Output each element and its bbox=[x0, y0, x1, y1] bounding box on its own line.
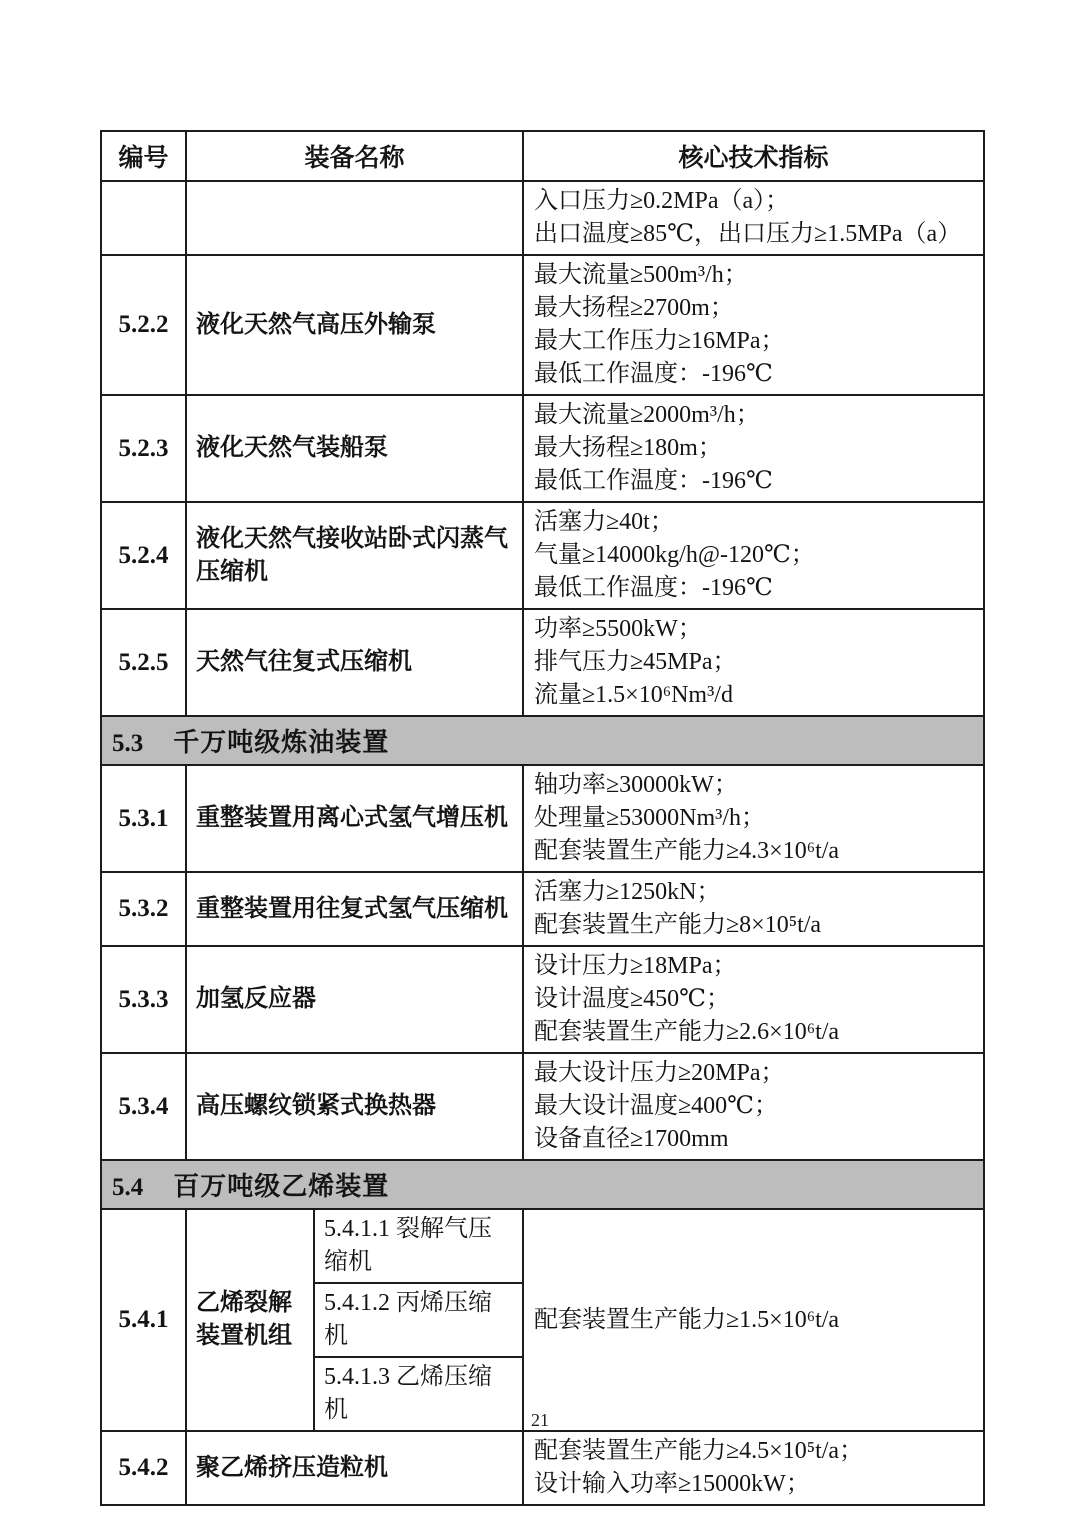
spec-cell bbox=[523, 765, 984, 872]
spec-line: 最低工作温度：-196℃ bbox=[534, 468, 773, 494]
spec-line: 最大流量≥500m³/h； bbox=[534, 262, 748, 288]
header-name: 装备名称 bbox=[186, 131, 523, 181]
spec-line: 轴功率≥30000kW； bbox=[534, 772, 738, 798]
table-row bbox=[101, 1431, 984, 1505]
spec-line: 处理量≥53000Nm³/h； bbox=[534, 805, 766, 831]
spec-line: 排气压力≥45MPa； bbox=[534, 649, 737, 675]
header-id: 编号 bbox=[101, 131, 186, 181]
spec-cell bbox=[523, 609, 984, 716]
spec-line: 活塞力≥1250kN； bbox=[534, 879, 721, 905]
section-header-row bbox=[101, 1160, 984, 1209]
equipment-name-cell: 重整装置用离心式氢气增压机 bbox=[186, 765, 523, 872]
spec-line: 最大扬程≥2700m； bbox=[534, 295, 734, 321]
row-id-cell: 5.3.4 bbox=[101, 1053, 186, 1160]
table-row bbox=[101, 502, 984, 609]
equipment-name-cell: 聚乙烯挤压造粒机 bbox=[186, 1431, 523, 1505]
row-id-cell: 5.3.3 bbox=[101, 946, 186, 1053]
spec-line: 设备直径≥1700mm bbox=[534, 1126, 729, 1152]
equipment-name-cell: 液化天然气装船泵 bbox=[186, 395, 523, 502]
table-row bbox=[101, 872, 984, 946]
table-row bbox=[101, 765, 984, 872]
row-id-cell: 5.2.4 bbox=[101, 502, 186, 609]
section-title: 百万吨级乙烯装置 bbox=[173, 1171, 390, 1201]
spec-line: 最大流量≥2000m³/h； bbox=[534, 402, 760, 428]
table-row-continuation bbox=[101, 181, 984, 255]
equipment-name-cell: 加氢反应器 bbox=[186, 946, 523, 1053]
equipment-name-cell bbox=[186, 181, 523, 255]
spec-line: 设计压力≥18MPa； bbox=[534, 953, 737, 979]
spec-line: 最大工作压力≥16MPa； bbox=[534, 328, 785, 354]
spec-cell bbox=[523, 946, 984, 1053]
equipment-name-cell: 液化天然气接收站卧式闪蒸气压缩机 bbox=[186, 502, 523, 609]
header-spec: 核心技术指标 bbox=[523, 131, 984, 181]
spec-line: 入口压力≥0.2MPa（a）； bbox=[534, 188, 790, 214]
spec-cell bbox=[523, 1209, 984, 1431]
spec-line: 设计输入功率≥15000kW； bbox=[534, 1471, 810, 1497]
sub-equipment-cell: 5.4.1.3 乙烯压缩机 bbox=[314, 1357, 523, 1431]
spec-line: 最大设计压力≥20MPa； bbox=[534, 1060, 785, 1086]
table-header-row bbox=[101, 131, 984, 181]
spec-line: 气量≥14000kg/h@-120℃； bbox=[534, 542, 815, 568]
sub-equipment-cell: 5.4.1.2 丙烯压缩机 bbox=[314, 1283, 523, 1357]
spec-line: 最大设计温度≥400℃； bbox=[534, 1093, 779, 1119]
section-number: 5.3 bbox=[112, 730, 144, 757]
table-row bbox=[101, 255, 984, 395]
equipment-name-cell: 高压螺纹锁紧式换热器 bbox=[186, 1053, 523, 1160]
table-row bbox=[101, 609, 984, 716]
row-id-cell bbox=[101, 181, 186, 255]
section-number: 5.4 bbox=[112, 1174, 144, 1201]
spec-line: 最大扬程≥180m； bbox=[534, 435, 722, 461]
section-header-cell bbox=[101, 716, 984, 765]
row-id-cell: 5.2.2 bbox=[101, 255, 186, 395]
equipment-name-cell: 天然气往复式压缩机 bbox=[186, 609, 523, 716]
spec-line: 设计温度≥450℃； bbox=[534, 986, 731, 1012]
equipment-name-cell: 重整装置用往复式氢气压缩机 bbox=[186, 872, 523, 946]
row-id-cell: 5.4.2 bbox=[101, 1431, 186, 1505]
spec-line: 出口温度≥85℃，出口压力≥1.5MPa（a） bbox=[534, 221, 962, 247]
spec-line: 配套装置生产能力≥1.5×10⁶t/a bbox=[534, 1306, 840, 1333]
section-header-row bbox=[101, 716, 984, 765]
equipment-spec-table bbox=[100, 130, 985, 1506]
row-id-cell: 5.3.2 bbox=[101, 872, 186, 946]
section-header-cell bbox=[101, 1160, 984, 1209]
spec-cell bbox=[523, 255, 984, 395]
table-row-group bbox=[101, 1209, 984, 1283]
table-row bbox=[101, 395, 984, 502]
spec-line: 最低工作温度：-196℃ bbox=[534, 575, 773, 601]
row-id-cell: 5.4.1 bbox=[101, 1209, 186, 1431]
spec-cell bbox=[523, 395, 984, 502]
row-id-cell: 5.2.3 bbox=[101, 395, 186, 502]
spec-line: 流量≥1.5×10⁶Nm³/d bbox=[534, 682, 733, 708]
spec-cell bbox=[523, 502, 984, 609]
equipment-name-cell: 乙烯裂解装置机组 bbox=[186, 1209, 314, 1431]
sub-equipment-cell: 5.4.1.1 裂解气压缩机 bbox=[314, 1209, 523, 1283]
row-id-cell: 5.3.1 bbox=[101, 765, 186, 872]
table-row bbox=[101, 1053, 984, 1160]
spec-cell bbox=[523, 1053, 984, 1160]
spec-line: 最低工作温度：-196℃ bbox=[534, 361, 773, 387]
spec-cell bbox=[523, 181, 984, 255]
section-title: 千万吨级炼油装置 bbox=[173, 727, 390, 757]
spec-line: 配套装置生产能力≥4.5×10⁵t/a； bbox=[534, 1438, 864, 1464]
spec-cell bbox=[523, 872, 984, 946]
spec-line: 功率≥5500kW； bbox=[534, 616, 702, 642]
spec-line: 活塞力≥40t； bbox=[534, 509, 674, 535]
spec-cell bbox=[523, 1431, 984, 1505]
row-id-cell: 5.2.5 bbox=[101, 609, 186, 716]
spec-line: 配套装置生产能力≥8×10⁵t/a bbox=[534, 912, 822, 938]
page-number: 21 bbox=[531, 1410, 549, 1430]
spec-line: 配套装置生产能力≥4.3×10⁶t/a bbox=[534, 838, 840, 864]
equipment-name-cell: 液化天然气高压外输泵 bbox=[186, 255, 523, 395]
table-row bbox=[101, 946, 984, 1053]
spec-line: 配套装置生产能力≥2.6×10⁶t/a bbox=[534, 1019, 840, 1045]
